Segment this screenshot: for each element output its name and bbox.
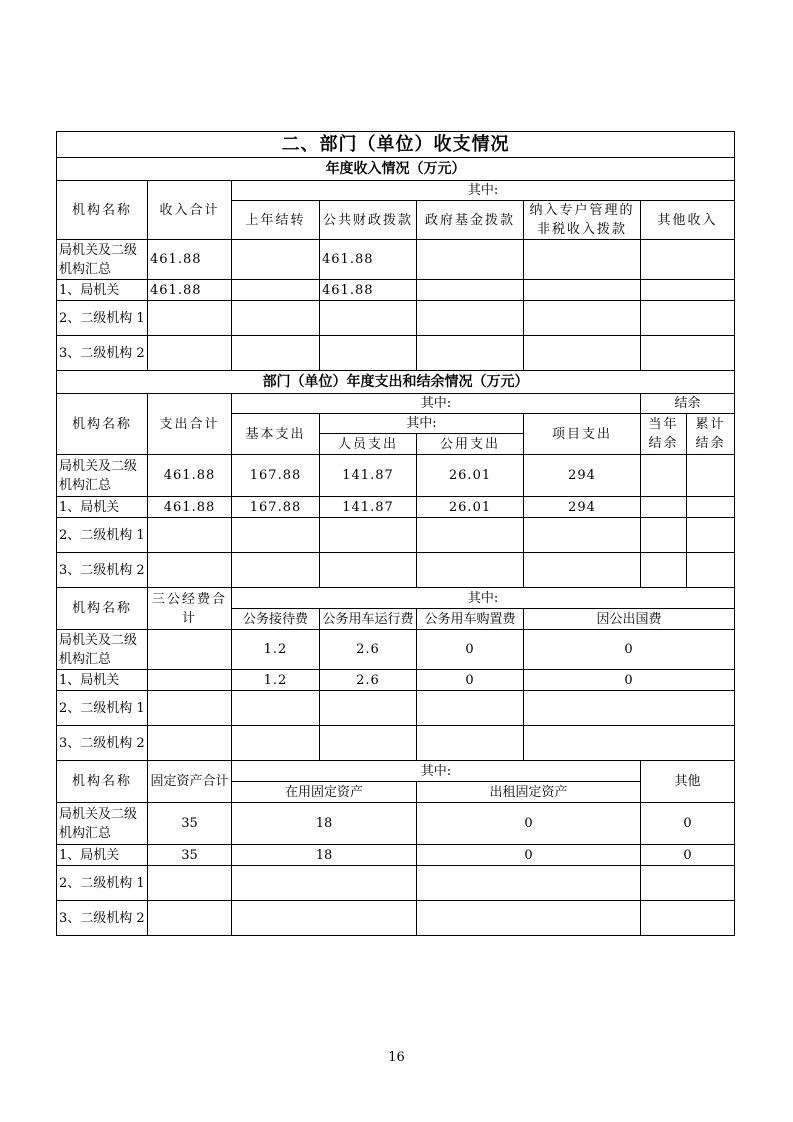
page-title: 二、部门（单位）收支情况: [57, 132, 735, 158]
income-header-public-fiscal: 公共财政拨款: [320, 201, 417, 240]
three-public-row-total: [148, 691, 232, 726]
three-public-row-vehicle-buy: [417, 691, 524, 726]
income-section-title: 年度收入情况（万元）: [57, 158, 735, 181]
income-header-total: 收入合计: [148, 181, 232, 240]
income-row-prev-carry: [232, 301, 320, 336]
three-public-row-abroad: 0: [524, 670, 735, 691]
expense-row-public-use: [417, 518, 524, 553]
expense-header-personnel: 人员支出: [320, 434, 417, 455]
assets-row-in-use: 18: [232, 845, 417, 866]
expense-row-cum-surplus: [687, 497, 735, 518]
assets-header-rented: 出租固定资产: [417, 782, 641, 803]
three-public-header-total: 三公经费合计: [148, 588, 232, 630]
income-row-total: [148, 301, 232, 336]
income-header-nontax: 纳入专户管理的非税收入拨款: [524, 201, 641, 240]
expense-row-year-surplus: [641, 518, 687, 553]
expense-row-year-surplus: [641, 553, 687, 588]
expense-row-year-surplus: [641, 497, 687, 518]
three-public-header-vehicle-buy: 公务用车购置费: [417, 609, 524, 630]
income-row-prev-carry: [232, 336, 320, 371]
three-public-header-vehicle-run: 公务用车运行费: [320, 609, 417, 630]
three-public-row-org: 1、局机关: [57, 670, 148, 691]
three-public-header-qizhong: 其中:: [232, 588, 735, 609]
expense-row-personnel: [320, 553, 417, 588]
expense-row-total: [148, 518, 232, 553]
expense-row-org: 3、二级机构 2: [57, 553, 148, 588]
assets-row-org: 2、二级机构 1: [57, 866, 148, 901]
assets-row-other: 0: [641, 803, 735, 845]
expense-header-qizhong: 其中:: [232, 394, 641, 414]
expense-row-cum-surplus: [687, 518, 735, 553]
expense-row-public-use: 26.01: [417, 455, 524, 497]
expense-row-cum-surplus: [687, 553, 735, 588]
expense-row-personnel: [320, 518, 417, 553]
assets-header-in-use: 在用固定资产: [232, 782, 417, 803]
assets-header-other: 其他: [641, 761, 735, 803]
income-row-org: 1、局机关: [57, 280, 148, 301]
three-public-row-abroad: [524, 691, 735, 726]
expense-row-project: [524, 553, 641, 588]
three-public-row-org: 局机关及二级机构汇总: [57, 630, 148, 670]
assets-row-org: 局机关及二级机构汇总: [57, 803, 148, 845]
income-row-nontax: [524, 336, 641, 371]
income-row-gov-fund: [417, 240, 524, 280]
three-public-row-reception: 1.2: [232, 630, 320, 670]
income-row-total: [148, 336, 232, 371]
income-row-nontax: [524, 240, 641, 280]
income-row-org: 3、二级机构 2: [57, 336, 148, 371]
assets-row-org: 1、局机关: [57, 845, 148, 866]
expense-row-org: 2、二级机构 1: [57, 518, 148, 553]
three-public-row-vehicle-run: 2.6: [320, 670, 417, 691]
three-public-header-org: 机构名称: [57, 588, 148, 630]
three-public-row-vehicle-run: 2.6: [320, 630, 417, 670]
expense-row-org: 1、局机关: [57, 497, 148, 518]
expense-row-basic: 167.88: [232, 497, 320, 518]
assets-header-org: 机构名称: [57, 761, 148, 803]
income-row-public-fiscal: [320, 301, 417, 336]
assets-row-other: 0: [641, 845, 735, 866]
expense-header-project: 项目支出: [524, 414, 641, 455]
expense-row-public-use: [417, 553, 524, 588]
budget-table: [56, 131, 735, 936]
expense-row-basic: [232, 553, 320, 588]
three-public-row-vehicle-run: [320, 691, 417, 726]
income-header-org: 机构名称: [57, 181, 148, 240]
expense-header-basic: 基本支出: [232, 414, 320, 455]
assets-row-total: 35: [148, 803, 232, 845]
three-public-row-org: 2、二级机构 1: [57, 691, 148, 726]
income-row-org: 2、二级机构 1: [57, 301, 148, 336]
income-row-other: [641, 240, 735, 280]
page-number: 16: [388, 1050, 405, 1065]
three-public-row-reception: 1.2: [232, 670, 320, 691]
income-header-qizhong: 其中:: [232, 181, 735, 201]
expense-header-year-surplus: 当年结余: [641, 414, 687, 455]
income-row-other: [641, 301, 735, 336]
three-public-header-reception: 公务接待费: [232, 609, 320, 630]
income-row-public-fiscal: 461.88: [320, 240, 417, 280]
three-public-row-total: [148, 670, 232, 691]
income-row-gov-fund: [417, 336, 524, 371]
income-row-public-fiscal: 461.88: [320, 280, 417, 301]
assets-row-org: 3、二级机构 2: [57, 901, 148, 936]
three-public-header-abroad: 因公出国费: [524, 609, 735, 630]
expense-header-qizhong2: 其中:: [320, 414, 524, 434]
expense-row-total: 461.88: [148, 497, 232, 518]
three-public-row-reception: [232, 726, 320, 761]
three-public-row-org: 3、二级机构 2: [57, 726, 148, 761]
income-row-gov-fund: [417, 280, 524, 301]
expense-header-total: 支出合计: [148, 394, 232, 455]
expense-row-basic: [232, 518, 320, 553]
expense-row-org: 局机关及二级机构汇总: [57, 455, 148, 497]
expense-row-project: [524, 518, 641, 553]
expense-row-public-use: 26.01: [417, 497, 524, 518]
expense-row-year-surplus: [641, 455, 687, 497]
three-public-row-vehicle-buy: [417, 726, 524, 761]
assets-row-rented: [417, 901, 641, 936]
expense-row-total: [148, 553, 232, 588]
income-header-gov-fund: 政府基金拨款: [417, 201, 524, 240]
income-row-public-fiscal: [320, 336, 417, 371]
expense-section-title: 部门（单位）年度支出和结余情况（万元）: [57, 371, 735, 394]
expense-row-personnel: 141.87: [320, 497, 417, 518]
expense-header-cum-surplus: 累计结余: [687, 414, 735, 455]
income-row-other: [641, 336, 735, 371]
assets-row-total: [148, 866, 232, 901]
expense-row-personnel: 141.87: [320, 455, 417, 497]
three-public-row-vehicle-buy: 0: [417, 630, 524, 670]
expense-row-cum-surplus: [687, 455, 735, 497]
assets-row-in-use: 18: [232, 803, 417, 845]
assets-row-rented: [417, 866, 641, 901]
three-public-row-reception: [232, 691, 320, 726]
expense-row-project: 294: [524, 497, 641, 518]
income-row-total: 461.88: [148, 280, 232, 301]
assets-header-qizhong: 其中:: [232, 761, 641, 782]
income-row-nontax: [524, 280, 641, 301]
expense-row-total: 461.88: [148, 455, 232, 497]
income-row-nontax: [524, 301, 641, 336]
income-row-gov-fund: [417, 301, 524, 336]
assets-row-rented: 0: [417, 803, 641, 845]
income-row-other: [641, 280, 735, 301]
income-row-total: 461.88: [148, 240, 232, 280]
expense-row-project: 294: [524, 455, 641, 497]
three-public-row-abroad: [524, 726, 735, 761]
assets-row-other: [641, 901, 735, 936]
assets-row-total: [148, 901, 232, 936]
assets-row-total: 35: [148, 845, 232, 866]
three-public-row-vehicle-run: [320, 726, 417, 761]
assets-row-rented: 0: [417, 845, 641, 866]
assets-row-in-use: [232, 866, 417, 901]
income-row-org: 局机关及二级机构汇总: [57, 240, 148, 280]
three-public-row-total: [148, 630, 232, 670]
assets-header-total: 固定资产合计: [148, 761, 232, 803]
expense-header-org: 机构名称: [57, 394, 148, 455]
income-header-prev-carry: 上年结转: [232, 201, 320, 240]
expense-row-basic: 167.88: [232, 455, 320, 497]
income-header-other: 其他收入: [641, 201, 735, 240]
expense-header-public-use: 公用支出: [417, 434, 524, 455]
assets-row-in-use: [232, 901, 417, 936]
three-public-row-abroad: 0: [524, 630, 735, 670]
expense-header-surplus: 结余: [641, 394, 735, 414]
income-row-prev-carry: [232, 280, 320, 301]
assets-row-other: [641, 866, 735, 901]
three-public-row-vehicle-buy: 0: [417, 670, 524, 691]
income-row-prev-carry: [232, 240, 320, 280]
three-public-row-total: [148, 726, 232, 761]
